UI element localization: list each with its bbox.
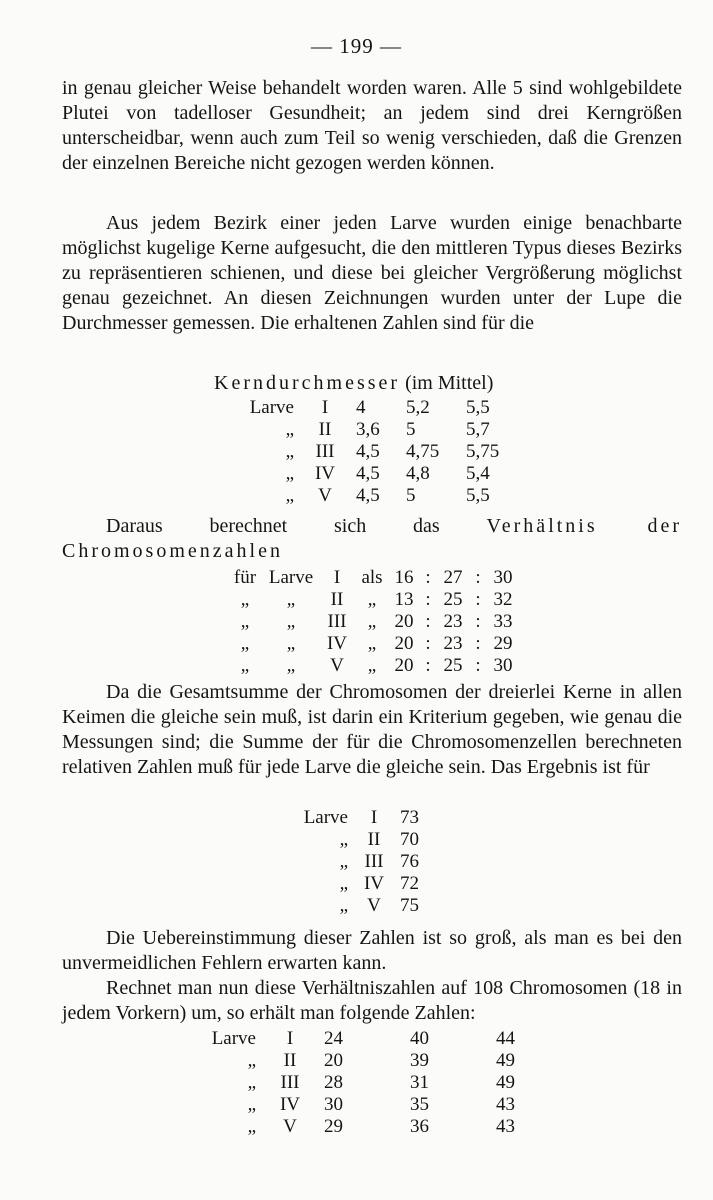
value-b: 23 bbox=[443, 633, 463, 654]
value-c: 49 bbox=[496, 1072, 515, 1093]
value-c: 43 bbox=[496, 1094, 515, 1115]
table-row bbox=[200, 1072, 536, 1094]
table-1 bbox=[236, 397, 516, 507]
sum-value: 70 bbox=[400, 829, 419, 850]
table-row bbox=[200, 1094, 536, 1116]
larve-id: V bbox=[283, 1116, 297, 1137]
value-c: 30 bbox=[493, 655, 513, 676]
value-c: 5,4 bbox=[466, 463, 490, 484]
value-c: 44 bbox=[496, 1028, 515, 1049]
larve-id: IV bbox=[363, 873, 385, 894]
row-prefix-2: „ bbox=[286, 589, 296, 610]
table-row bbox=[228, 589, 518, 611]
value-c: 32 bbox=[493, 589, 513, 610]
value-a: 28 bbox=[324, 1072, 343, 1093]
row-prefix-1: „ bbox=[240, 655, 250, 676]
row-prefix: Larve bbox=[303, 807, 348, 828]
value-c: 29 bbox=[493, 633, 513, 654]
separator: : bbox=[475, 655, 481, 676]
row-prefix: „ bbox=[247, 1116, 256, 1137]
row-prefix: „ bbox=[247, 1072, 256, 1093]
larve-id: I bbox=[321, 397, 329, 418]
paragraph-1-text: in genau gleicher Weise behandelt worden waren. Alle 5 sind wohlgebildete Plutei von tadelloser Gesundheit; an jedem sind drei Kerngrößen unterscheidbar, wenn auch zum Teil so wenig verschieden, daß die Grenzen der einzelnen Bereiche nicht gezogen werden können. bbox=[62, 77, 682, 174]
page-number: — 199 — bbox=[311, 34, 402, 58]
larve-id: I bbox=[286, 1028, 294, 1049]
paragraph-4 bbox=[62, 680, 682, 780]
larve-id: IV bbox=[279, 1094, 301, 1115]
value-b: 25 bbox=[443, 589, 463, 610]
table-row bbox=[292, 829, 440, 851]
separator: : bbox=[475, 611, 481, 632]
paragraph-3-text-a: Daraus berechnet sich das bbox=[106, 515, 440, 537]
larve-id: IV bbox=[326, 633, 348, 654]
row-prefix-2: „ bbox=[286, 655, 296, 676]
table-2 bbox=[228, 567, 518, 677]
row-prefix: „ bbox=[339, 895, 348, 916]
value-a: 4,5 bbox=[356, 463, 380, 484]
row-prefix: „ bbox=[285, 463, 294, 484]
value-c: 30 bbox=[493, 567, 513, 588]
larve-id: I bbox=[370, 807, 378, 828]
value-a: 13 bbox=[394, 589, 414, 610]
table-row bbox=[200, 1116, 536, 1138]
value-a: 20 bbox=[394, 655, 414, 676]
larve-id: V bbox=[318, 485, 332, 506]
value-a: 3,6 bbox=[356, 419, 380, 440]
value-b: 35 bbox=[410, 1094, 429, 1115]
table-3 bbox=[292, 807, 440, 917]
paragraph-3 bbox=[62, 514, 682, 564]
als-label: „ bbox=[367, 633, 377, 654]
als-label: „ bbox=[367, 589, 377, 610]
larve-id: III bbox=[364, 851, 384, 872]
value-b: 4,8 bbox=[406, 463, 430, 484]
table-row bbox=[228, 655, 518, 677]
table-row bbox=[228, 567, 518, 589]
value-a: 4 bbox=[356, 397, 366, 418]
paragraph-2-text: Aus jedem Bezirk einer jeden Larve wurden einige benachbarte möglichst kugelige Kerne aufgesucht, die den mittleren Typus dieses Bezirks zu repräsentieren schienen, und diese bei gleicher Vergrößerung möglichst genau gezeichnet. An diesen Zeichnungen wurden unter der Lupe die Durchmesser gemessen. Die erhaltenen Zahlen sind für die bbox=[62, 212, 682, 334]
value-b: 25 bbox=[443, 655, 463, 676]
value-b: 27 bbox=[443, 567, 463, 588]
separator: : bbox=[475, 567, 481, 588]
paragraph-4-text: Da die Gesamtsumme der Chromosomen der dreierlei Kerne in allen Keimen die gleiche sein muß, ist darin ein Kriterium gegeben, wie genau die Messungen sind; die Summe der für die Chromosomenzellen berechneten relativen Zahlen muß für jede Larve die gleiche sein. Das Ergebnis ist für bbox=[62, 681, 682, 778]
value-c: 33 bbox=[493, 611, 513, 632]
separator: : bbox=[425, 633, 431, 654]
value-a: 4,5 bbox=[356, 485, 380, 506]
row-prefix-1: „ bbox=[240, 633, 250, 654]
separator: : bbox=[475, 633, 481, 654]
table-row bbox=[228, 633, 518, 655]
paragraph-3-text bbox=[62, 514, 682, 564]
row-prefix: „ bbox=[247, 1050, 256, 1071]
als-label: „ bbox=[367, 611, 377, 632]
table-1-caption bbox=[214, 372, 493, 395]
value-c: 5,75 bbox=[466, 441, 500, 462]
table-1-body bbox=[236, 397, 516, 507]
value-a: 29 bbox=[324, 1116, 343, 1137]
row-prefix: Larve bbox=[211, 1028, 256, 1049]
value-a: 24 bbox=[324, 1028, 343, 1049]
table-row bbox=[292, 873, 440, 895]
table-row bbox=[228, 611, 518, 633]
larve-id: II bbox=[318, 419, 332, 440]
row-prefix: Larve bbox=[249, 397, 294, 418]
larve-id: IV bbox=[314, 463, 336, 484]
row-prefix: „ bbox=[247, 1094, 256, 1115]
table-2-body bbox=[228, 567, 518, 677]
als-label: „ bbox=[367, 655, 377, 676]
larve-id: V bbox=[367, 895, 381, 916]
table-row bbox=[236, 485, 516, 507]
value-c: 49 bbox=[496, 1050, 515, 1071]
larve-id: III bbox=[327, 611, 347, 632]
separator: : bbox=[475, 589, 481, 610]
sum-value: 76 bbox=[400, 851, 419, 872]
table-row bbox=[200, 1050, 536, 1072]
value-b: 5 bbox=[406, 485, 416, 506]
table-4 bbox=[200, 1028, 536, 1138]
value-a: 4,5 bbox=[356, 441, 380, 462]
paragraph-3-text-b: Verhältnis der Chromosomenzahlen bbox=[62, 515, 682, 562]
table-row bbox=[292, 807, 440, 829]
separator: : bbox=[425, 567, 431, 588]
table-row bbox=[236, 419, 516, 441]
row-prefix-2: „ bbox=[286, 611, 296, 632]
value-b: 36 bbox=[410, 1116, 429, 1137]
table-row bbox=[236, 463, 516, 485]
row-prefix: „ bbox=[285, 485, 294, 506]
value-a: 20 bbox=[324, 1050, 343, 1071]
larve-id: II bbox=[367, 829, 381, 850]
row-prefix-2: „ bbox=[286, 633, 296, 654]
larve-id: V bbox=[330, 655, 344, 676]
value-b: 4,75 bbox=[406, 441, 440, 462]
paragraph-6 bbox=[62, 976, 682, 1026]
table-row bbox=[236, 441, 516, 463]
row-prefix-1: „ bbox=[240, 589, 250, 610]
value-a: 20 bbox=[394, 633, 414, 654]
value-b: 31 bbox=[410, 1072, 429, 1093]
separator: : bbox=[425, 589, 431, 610]
larve-id: III bbox=[280, 1072, 300, 1093]
value-b: 40 bbox=[410, 1028, 429, 1049]
als-label: als bbox=[361, 567, 383, 588]
separator: : bbox=[425, 611, 431, 632]
larve-id: I bbox=[333, 567, 341, 588]
table-row bbox=[292, 895, 440, 917]
paragraph-5-text: Die Uebereinstimmung dieser Zahlen ist so groß, als man es bei den unvermeidlichen Fehlern erwarten kann. bbox=[62, 927, 682, 974]
row-prefix: „ bbox=[285, 441, 294, 462]
value-c: 5,5 bbox=[466, 485, 490, 506]
row-prefix: „ bbox=[339, 851, 348, 872]
row-prefix: „ bbox=[339, 829, 348, 850]
paragraph-6-text: Rechnet man nun diese Verhältniszahlen auf 108 Chromosomen (18 in jedem Vorkern) um, so erhält man folgende Zahlen: bbox=[62, 977, 682, 1024]
table-row bbox=[292, 851, 440, 873]
value-b: 39 bbox=[410, 1050, 429, 1071]
paragraph-1 bbox=[62, 76, 682, 176]
table-row bbox=[200, 1028, 536, 1050]
value-a: 16 bbox=[394, 567, 414, 588]
row-prefix-2: Larve bbox=[268, 567, 314, 588]
table-row bbox=[236, 397, 516, 419]
value-b: 23 bbox=[443, 611, 463, 632]
sum-value: 75 bbox=[400, 895, 419, 916]
value-c: 5,7 bbox=[466, 419, 490, 440]
sum-value: 73 bbox=[400, 807, 419, 828]
larve-id: II bbox=[283, 1050, 297, 1071]
row-prefix: „ bbox=[339, 873, 348, 894]
row-prefix-1: für bbox=[233, 567, 257, 588]
larve-id: II bbox=[330, 589, 344, 610]
value-c: 43 bbox=[496, 1116, 515, 1137]
value-b: 5,2 bbox=[406, 397, 430, 418]
table-1-caption-rest: (im Mittel) bbox=[405, 372, 494, 394]
table-1-caption-spaced: Kerndurchmesser bbox=[214, 372, 401, 394]
row-prefix: „ bbox=[285, 419, 294, 440]
paragraph-2 bbox=[62, 211, 682, 336]
value-c: 5,5 bbox=[466, 397, 490, 418]
paragraph-5 bbox=[62, 926, 682, 976]
sum-value: 72 bbox=[400, 873, 419, 894]
separator: : bbox=[425, 655, 431, 676]
value-b: 5 bbox=[406, 419, 416, 440]
larve-id: III bbox=[315, 441, 335, 462]
value-a: 30 bbox=[324, 1094, 343, 1115]
table-3-body bbox=[292, 807, 440, 917]
table-4-body bbox=[200, 1028, 536, 1138]
value-a: 20 bbox=[394, 611, 414, 632]
row-prefix-1: „ bbox=[240, 611, 250, 632]
